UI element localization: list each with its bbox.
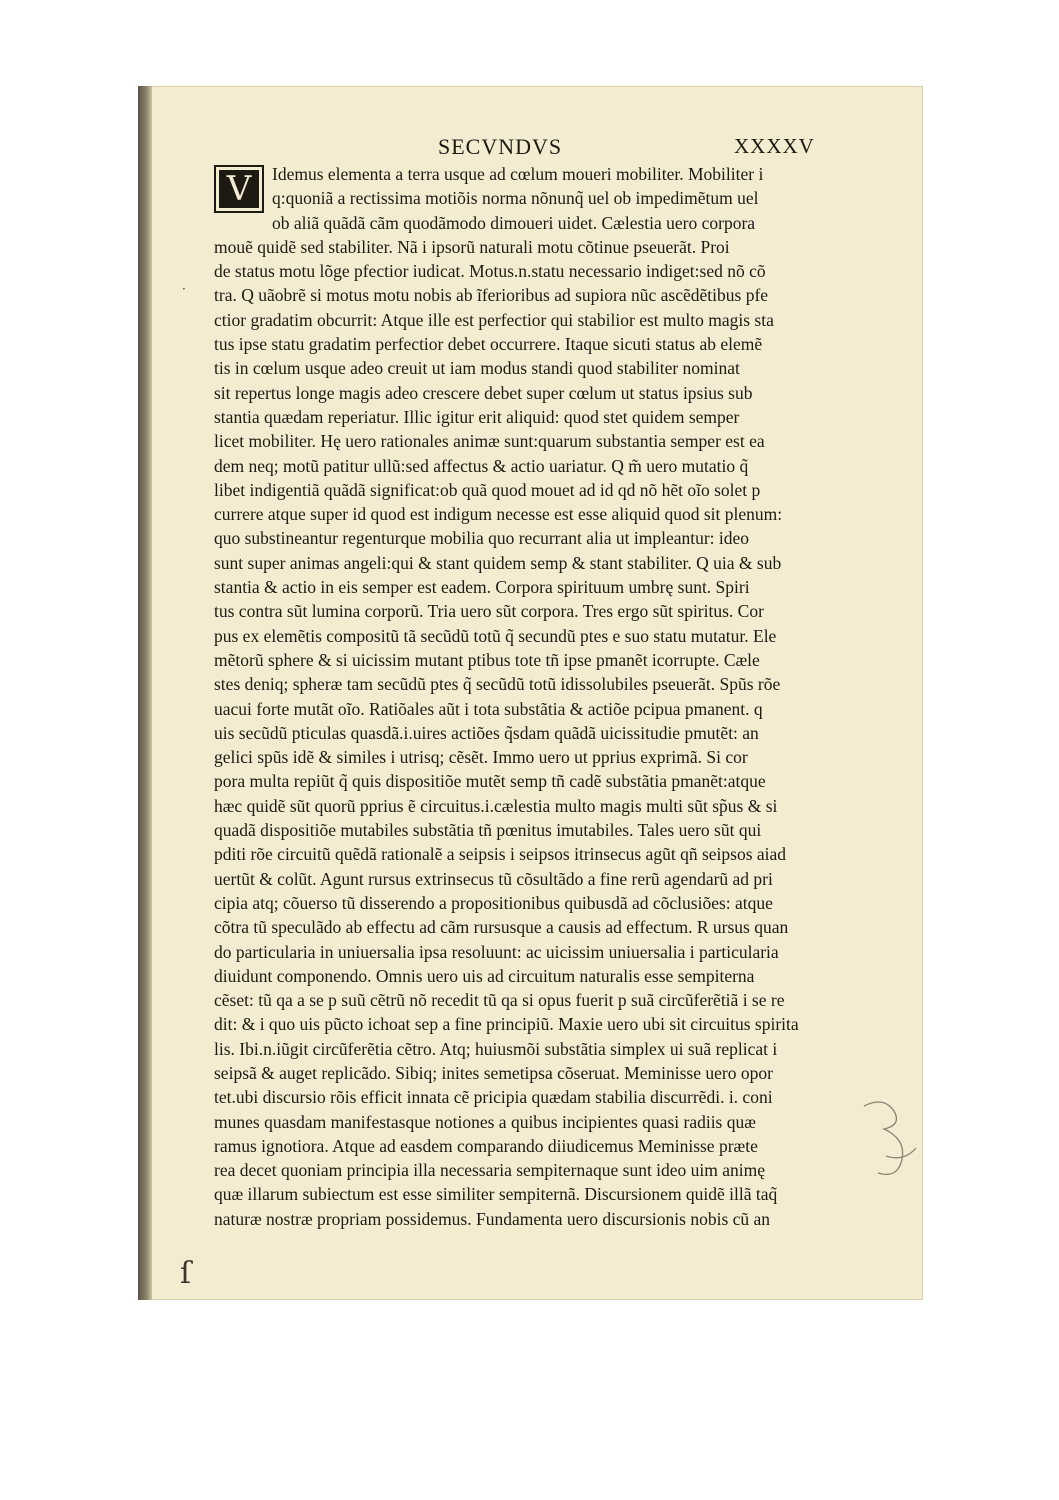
body-text: [214, 162, 854, 1231]
text-line: munes quasdam manifestasque notiones a quibus incipientes quasi radiis quæ: [214, 1111, 756, 1132]
text-line: quadã dispositiõe mutabiles substãtia tñ pœnitus imutabiles. Tales uero sũt qui: [214, 820, 762, 841]
text-line: diuidunt componendo. Omnis uero uis ad circuitum naturalis esse sempiterna: [214, 965, 755, 986]
text-line: cẽset: tũ qa a se p suũ cẽtrũ nõ recedit tũ qa si opus fuerit p suã circũferẽtiã i se re: [214, 990, 785, 1011]
text-line: pora multa repiũt q̃ quis dispositiõe mutẽt semp tñ cadẽ substãtia pmanẽt:atque: [214, 771, 766, 792]
text-line: seipsã & auget replicãdo. Sibiq; inites semetipsa cõseruat. Meminisse uero opor: [214, 1062, 773, 1083]
text-line: mẽtorũ sphere & si uicissim mutant ptibus tote tñ ipse pmanẽt icorrupte. Cæle: [214, 649, 760, 670]
text-line: mouẽ quidẽ sed stabiliter. Nã i ipsorũ naturali motu cõtinue pseuerãt. Proi: [214, 236, 730, 257]
text-line: rea decet quoniam principia illa necessaria sempiternaque sunt ideo uim animę: [214, 1160, 766, 1181]
text-line: lis. Ibi.n.iũgit circũferẽtia cẽtro. Atq; huiusmõi substãtia simplex ui suã replicat i: [214, 1038, 778, 1059]
text-line: tet.ubi discursio rõis efficit innata cẽ pricipia quædam stabilia discurrẽdi. i. coni: [214, 1087, 773, 1108]
text-line: sit repertus longe magis adeo crescere debet super cœlum ut status ipsius sub: [214, 382, 753, 403]
text-line: cipia atq; cõuerso tũ disserendo a propositionibus quibusdã ad cõclusiões: atque: [214, 892, 773, 913]
text-line: tra. Q uãobrẽ si motus motu nobis ab ĩferioribus ad supiora nũc ascẽdẽtibus pfe: [214, 285, 769, 306]
decorated-initial: V: [214, 165, 264, 213]
text-line: Idemus elementa a terra usque ad cœlum moueri mobiliter. Mobiliter i: [272, 164, 764, 184]
text-line: dit: & i quo uis pũcto ichoat sep a fine principiũ. Maxie uero ubi sit circuitus spirita: [214, 1014, 799, 1035]
text-line: naturæ nostræ propriam possidemus. Fundamenta uero discursionis nobis cũ an: [214, 1208, 771, 1229]
text-line: ob aliã quãdã cãm quodãmodo dimoueri uidet. Cælestia uero corpora: [272, 212, 756, 233]
text-line: tis in cœlum usque adeo creuit ut iam modus standi quod stabiliter nominat: [214, 358, 740, 379]
text-line: q:quoniã a rectissima motiõis norma nõnunq̃ uel ob impedimẽtum uel: [272, 188, 759, 209]
text-line: hæc quidẽ sũt quorũ pprius ẽ circuitus.i.cælestia multo magis multi sũt sp̃us & si: [214, 795, 778, 816]
text-line: tus ipse statu gradatim perfectior debet occurrere. Itaque sicuti status ab elemẽ: [214, 334, 763, 355]
text-line: uis secũdũ pticulas quasdã.i.uires actiões q̃sdam quãdã uicissitudie pmutẽt: an: [214, 722, 759, 743]
text-line: cõtra tũ speculãdo ab effectu ad cãm rursusque a causis ad effectum. R ursus quan: [214, 917, 789, 938]
margin-mark: ·: [182, 282, 186, 296]
marginal-scribble: [856, 1086, 926, 1206]
text-line: uertũt & colũt. Agunt rursus extrinsecus tũ cõsultãdo a fine rerũ agendarũ ad pri: [214, 868, 773, 889]
text-line: currere atque super id quod est indigum necesse est esse aliquid quod sit plenum:: [214, 504, 783, 525]
text-line: pus ex elemẽtis compositũ tã secũdũ totũ q̃ secundũ ptes e suo statu mutatur. Ele: [214, 625, 777, 646]
text-line: licet mobiliter. Hę uero rationales animæ sunt:quarum substantia semper est ea: [214, 431, 765, 452]
text-line: quæ illarum subiectum est esse similiter sempiternã. Discursionem quidẽ illã taq̃: [214, 1184, 778, 1205]
text-line: pditi rõe circuitũ quẽdã rationalẽ a seipsis i seipsos itrinsecus agũt qñ seipsos aiad: [214, 844, 787, 865]
text-line: sunt super animas angeli:qui & stant quidem semp & stant stabiliter. Q uia & sub: [214, 552, 782, 573]
text-line: tus contra sũt lumina corporũ. Tria uero sũt corpora. Tres ergo sũt spiritus. Cor: [214, 601, 764, 622]
text-line: ctior gradatim obcurrit: Atque ille est perfectior qui stabilior est multo magis sta: [214, 309, 774, 330]
text-line: dem neq; motũ patitur ullũ:sed affectus & actio uariatur. Q m̃ uero mutatio q̃: [214, 455, 749, 476]
margin-mark: ſ: [180, 1256, 192, 1291]
book-page-scan: [138, 86, 923, 1300]
page-header: [138, 134, 923, 164]
text-line: uacui forte mutãt oĩo. Ratiõales aũt i tota substãtia & actiõe pcipua pmanent. q: [214, 698, 763, 719]
text-line: stes deniq; spheræ tam secũdũ ptes q̃ secũdũ totũ idissolubiles pseuerãt. Spũs rõe: [214, 674, 781, 695]
text-line: ramus ignotiora. Atque ad easdem comparando diiudicemus Meminisse præte: [214, 1135, 758, 1156]
text-line: de status motu lõge pfectior iudicat. Motus.n.statu necessario indiget:sed nõ cõ: [214, 261, 766, 282]
running-title: SECVNDVS: [438, 134, 563, 159]
folio-number: XXXXV: [734, 134, 815, 158]
text-line: quo substineantur regenturque mobilia quo recurrant alia ut impleantur: ideo: [214, 528, 750, 549]
text-line: stantia & actio in eis semper est eadem. Corpora spirituum umbrę sunt. Spiri: [214, 577, 750, 598]
text-line: gelici spũs idẽ & similes i utrisq; cẽsẽt. Immo uero ut pprius exprimã. Si cor: [214, 747, 748, 768]
text-line: libet indigentiã quãdã significat:ob quã quod mouet ad id qd nõ hẽt oĩo solet p: [214, 479, 761, 500]
text-line: stantia quædam reperiatur. Illic igitur erit aliquid: quod stet quidem semper: [214, 406, 740, 427]
text-line: do particularia in uniuersalia ipsa resoluunt: ac uicissim uniuersalia i particularia: [214, 941, 779, 962]
page-gutter: [138, 86, 152, 1300]
